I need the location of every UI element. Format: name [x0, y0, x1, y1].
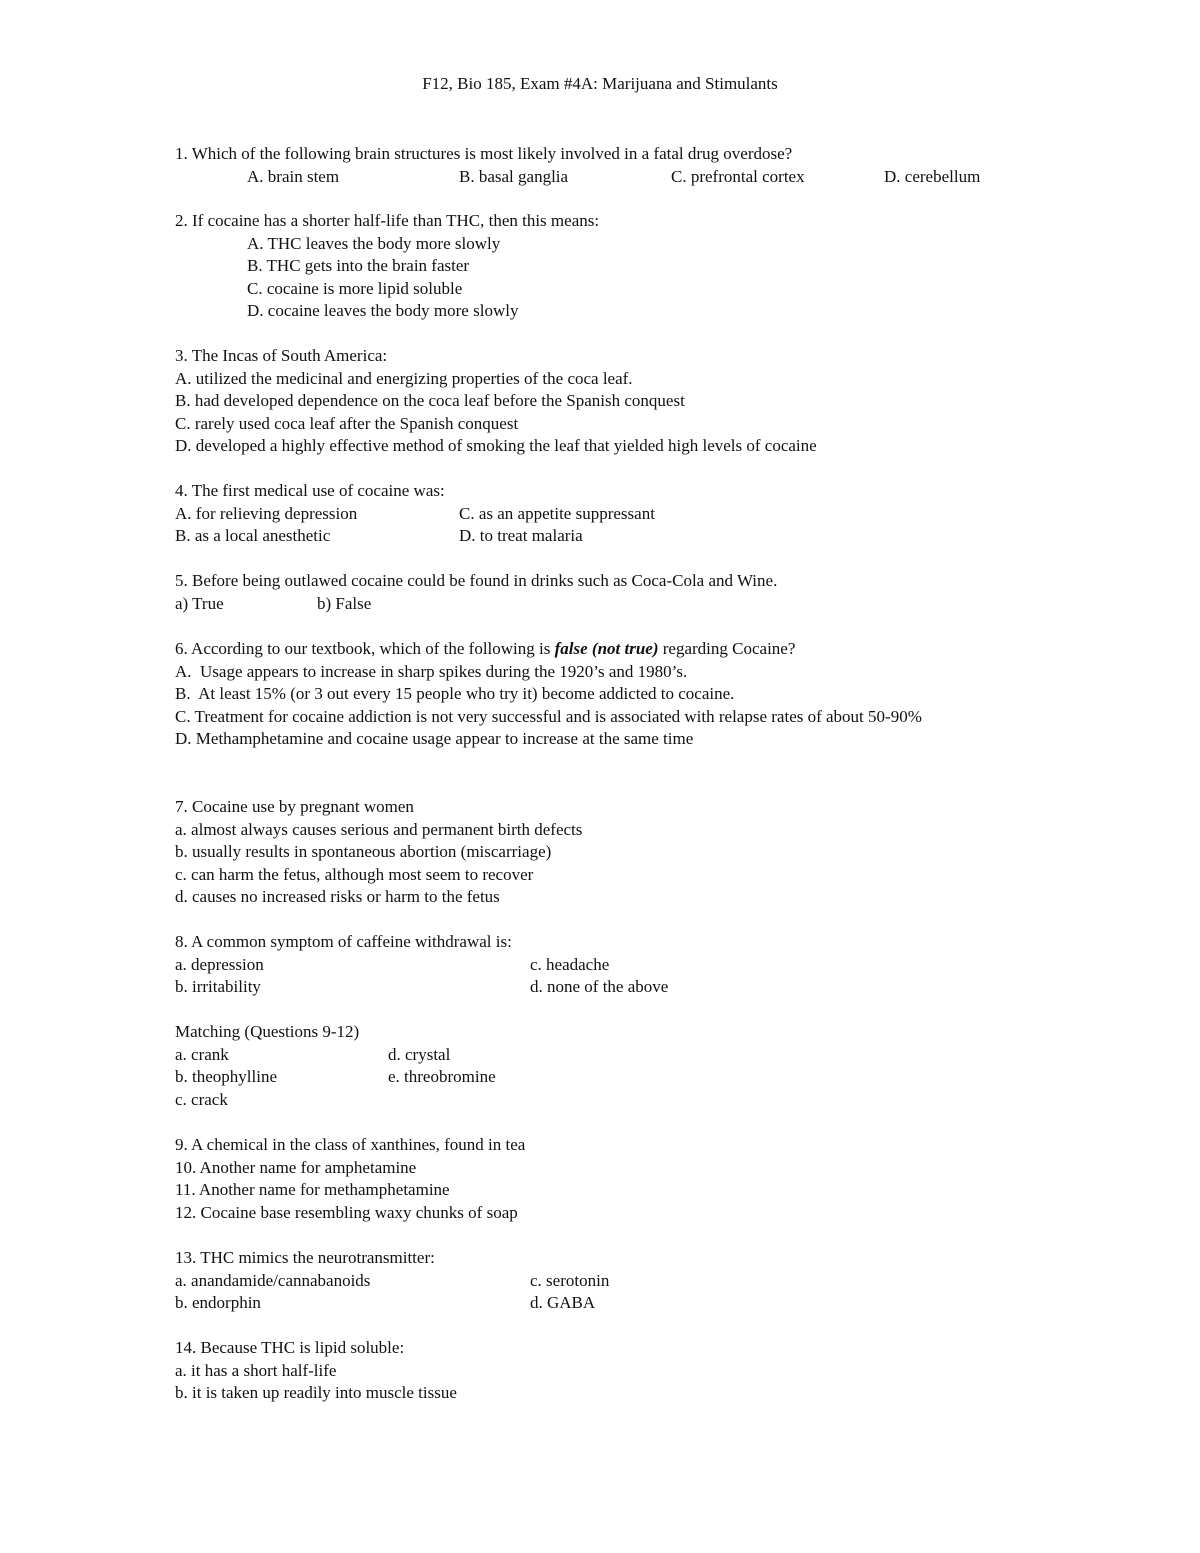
matching-section: [175, 1021, 1025, 1111]
question-4-row-1: [175, 503, 1025, 526]
question-1-options: [175, 166, 1025, 189]
question-13-row-1: [175, 1270, 1025, 1293]
question-5-options: [175, 593, 1025, 616]
question-14-option-b: b. it is taken up readily into muscle tissue: [175, 1383, 457, 1402]
question-8-option-d: d. none of the above: [530, 977, 669, 996]
question-1: [175, 143, 1025, 188]
question-6-stem-start: 6. According to our textbook, which of the following is: [175, 639, 555, 658]
exam-title: F12, Bio 185, Exam #4A: Marijuana and Stimulants: [422, 74, 778, 93]
question-8-option-b: b. irritability: [175, 977, 261, 996]
question-2-option-c: C. cocaine is more lipid soluble: [247, 278, 463, 298]
question-13-option-d: d. GABA: [530, 1293, 596, 1312]
matching-choice-b: b. theophylline: [175, 1067, 277, 1086]
question-1-option-a: A. brain stem: [247, 166, 340, 186]
matching-row-2: [175, 1066, 1025, 1089]
question-6-stem-emphasis: false (not true): [554, 639, 659, 658]
question-9: 9. A chemical in the class of xanthines, found in tea: [175, 1135, 526, 1154]
question-14: [175, 1337, 1025, 1405]
matching-choice-d: d. crystal: [388, 1044, 451, 1064]
question-2-option-a: A. THC leaves the body more slowly: [247, 233, 501, 253]
question-1-option-d: D. cerebellum: [884, 166, 981, 186]
question-13-option-b: b. endorphin: [175, 1293, 261, 1312]
question-6: [175, 638, 1025, 751]
question-8-option-a: a. depression: [175, 954, 264, 974]
question-3: [175, 345, 1025, 458]
question-4-stem: 4. The first medical use of cocaine was:: [175, 481, 445, 500]
question-8: [175, 931, 1025, 999]
matching-choice-a: a. crank: [175, 1044, 229, 1064]
question-4-option-c: C. as an appetite suppressant: [459, 503, 655, 523]
question-5-stem: 5. Before being outlawed cocaine could be found in drinks such as Coca-Cola and Wine.: [175, 571, 778, 590]
question-6-option-b: B. At least 15% (or 3 out every 15 people who try it) become addicted to cocaine.: [175, 684, 735, 703]
question-8-option-c: c. headache: [530, 954, 610, 974]
question-6-option-a: A. Usage appears to increase in sharp spikes during the 1920’s and 1980’s.: [175, 661, 688, 681]
question-6-option-d: D. Methamphetamine and cocaine usage appear to increase at the same time: [175, 729, 694, 748]
question-4-option-a: A. for relieving depression: [175, 503, 358, 523]
question-7-option-d: d. causes no increased risks or harm to the fetus: [175, 887, 500, 906]
question-3-option-a: A. utilized the medicinal and energizing properties of the coca leaf.: [175, 368, 633, 388]
question-5-option-a: a) True: [175, 593, 224, 613]
matching-heading: Matching (Questions 9-12): [175, 1022, 360, 1041]
question-14-stem: 14. Because THC is lipid soluble:: [175, 1338, 405, 1357]
question-8-row-1: [175, 954, 1025, 977]
matching-row-1: [175, 1044, 1025, 1067]
question-5-option-b: b) False: [317, 593, 372, 613]
question-7: [175, 796, 1025, 909]
question-7-option-b: b. usually results in spontaneous abortion (miscarriage): [175, 842, 552, 861]
question-6-stem: [175, 638, 1025, 661]
question-6-option-c: C. Treatment for cocaine addiction is not very successful and is associated with relapse rates of about 50-90%: [175, 706, 922, 726]
question-2-option-d: D. cocaine leaves the body more slowly: [247, 301, 519, 320]
question-13-row-2: [175, 1292, 1025, 1315]
question-2: [175, 210, 1025, 323]
question-10: 10. Another name for amphetamine: [175, 1157, 417, 1177]
question-8-stem: 8. A common symptom of caffeine withdrawal is:: [175, 932, 512, 951]
question-7-option-a: a. almost always causes serious and permanent birth defects: [175, 819, 583, 839]
question-13-stem: 13. THC mimics the neurotransmitter:: [175, 1248, 435, 1267]
question-5: [175, 570, 1025, 615]
question-6-stem-end: regarding Cocaine?: [658, 639, 796, 658]
question-3-option-c: C. rarely used coca leaf after the Spanish conquest: [175, 413, 519, 433]
question-2-stem: 2. If cocaine has a shorter half-life than THC, then this means:: [175, 211, 600, 230]
question-3-option-b: B. had developed dependence on the coca leaf before the Spanish conquest: [175, 391, 685, 410]
question-13: [175, 1247, 1025, 1315]
question-13-option-c: c. serotonin: [530, 1270, 610, 1290]
question-4-option-d: D. to treat malaria: [459, 526, 583, 545]
question-2-option-b: B. THC gets into the brain faster: [247, 256, 470, 275]
question-1-option-b: B. basal ganglia: [459, 166, 569, 186]
question-13-option-a: a. anandamide/cannabanoids: [175, 1270, 371, 1290]
matching-questions: [175, 1134, 1025, 1224]
question-4-row-2: [175, 525, 1025, 548]
question-11: 11. Another name for methamphetamine: [175, 1180, 450, 1199]
question-3-stem: 3. The Incas of South America:: [175, 346, 388, 365]
question-12: 12. Cocaine base resembling waxy chunks of soap: [175, 1202, 518, 1222]
question-7-stem: 7. Cocaine use by pregnant women: [175, 797, 414, 816]
question-8-row-2: [175, 976, 1025, 999]
question-4: [175, 480, 1025, 548]
question-1-stem: 1. Which of the following brain structures is most likely involved in a fatal drug overdose?: [175, 144, 793, 163]
question-3-option-d: D. developed a highly effective method of smoking the leaf that yielded high levels of cocaine: [175, 436, 817, 455]
question-7-option-c: c. can harm the fetus, although most seem to recover: [175, 864, 534, 884]
question-4-option-b: B. as a local anesthetic: [175, 526, 331, 545]
question-1-option-c: C. prefrontal cortex: [671, 166, 805, 186]
matching-choice-c: c. crack: [175, 1089, 228, 1109]
question-14-option-a: a. it has a short half-life: [175, 1360, 337, 1380]
matching-choice-e: e. threobromine: [388, 1067, 496, 1086]
